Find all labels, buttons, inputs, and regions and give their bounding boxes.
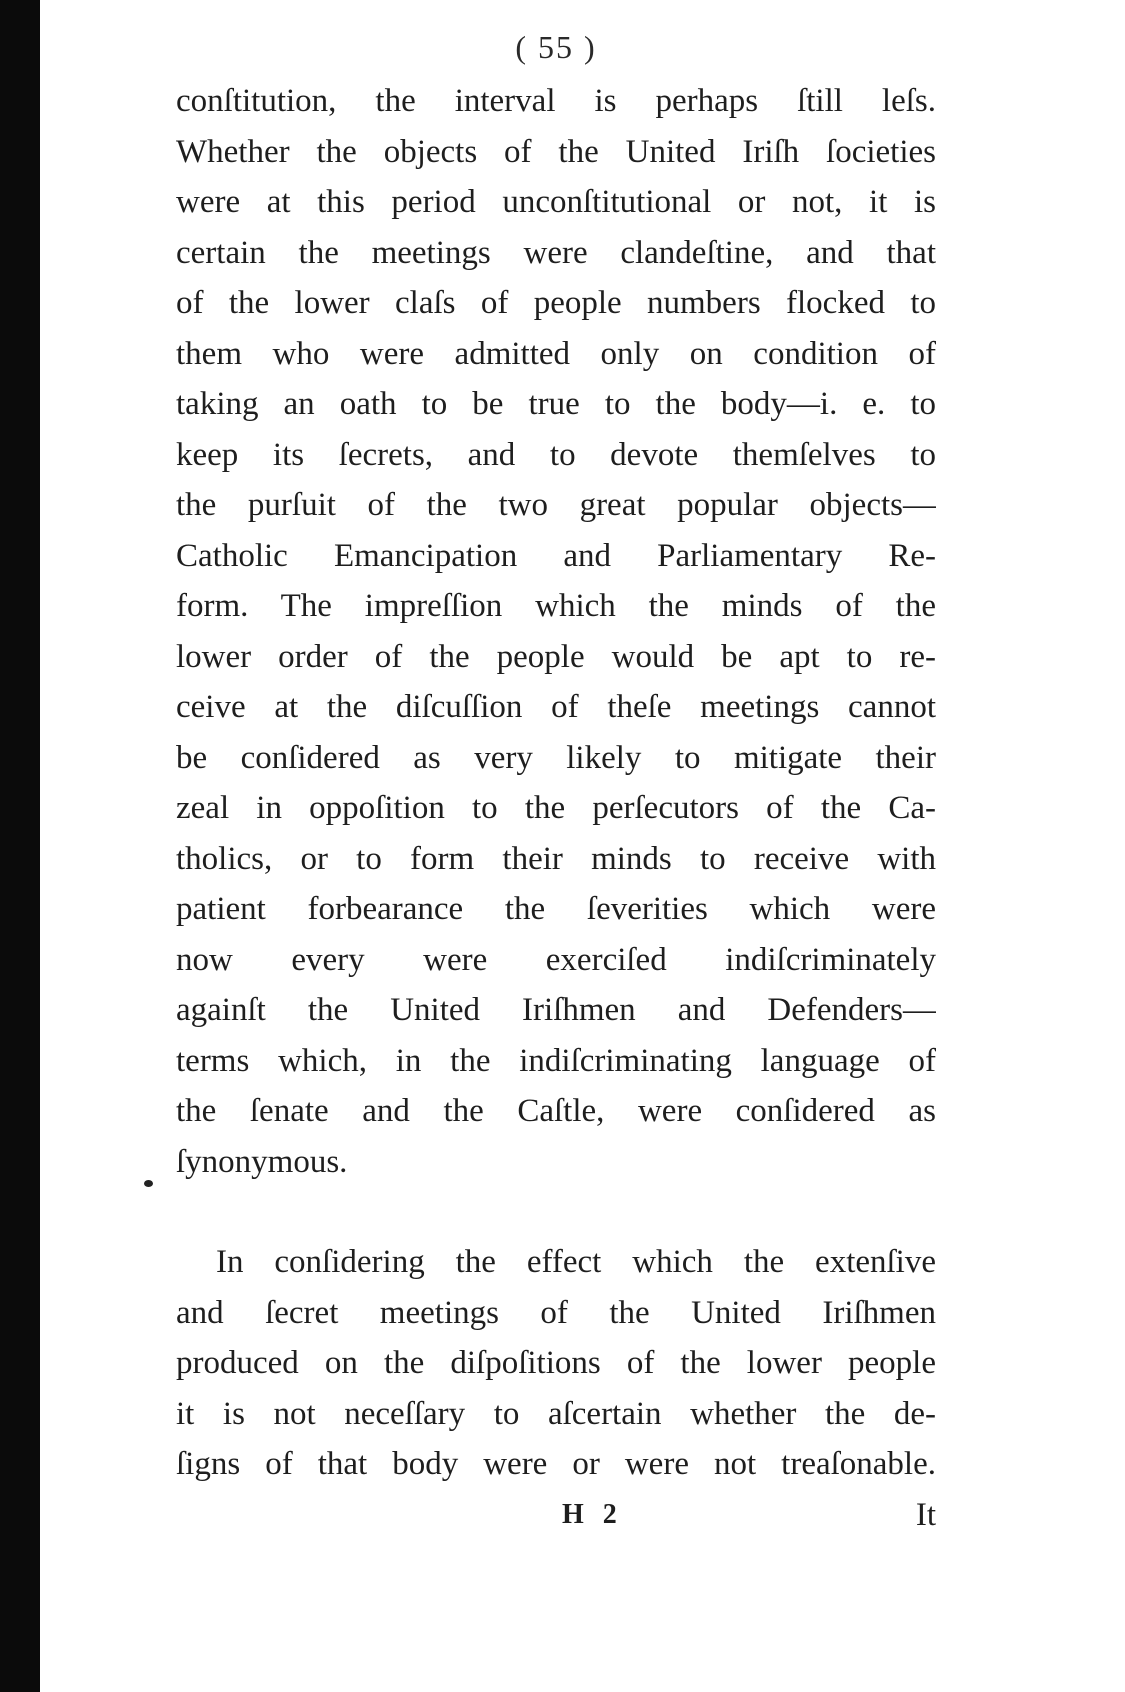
paragraph-1 [176, 76, 936, 1187]
text-line: now every were exerciſed indiſcriminately [176, 941, 936, 978]
text-line: the ſenate and the Caſtle, were conſidered as [176, 1093, 936, 1129]
catchword: It [915, 1496, 936, 1533]
text-line: Whether the objects of the United Iriſh ſocieties [176, 133, 936, 170]
text-line: certain the meetings were clandeſtine, and that [176, 234, 936, 271]
text-line: produced on the diſpoſitions of the lower people [176, 1345, 936, 1381]
ink-speck [144, 1180, 153, 1187]
text-line: conſtitution, the interval is perhaps ſtill leſs. [176, 83, 936, 119]
text-line: it is not neceſſary to aſcertain whether the de- [176, 1395, 936, 1432]
text-line: patient forbearance the ſeverities which were [176, 891, 936, 927]
text-line: againſt the United Iriſhmen and Defenders— [176, 992, 936, 1028]
paragraph-gap [176, 1187, 936, 1237]
signature-mark: H 2 [562, 1498, 623, 1530]
text-line: of the lower claſs of people numbers flocked to [176, 285, 936, 321]
page-number: ( 55 ) [515, 29, 597, 65]
text-line: ſigns of that body were or were not treaſonable. [176, 1446, 936, 1482]
text-line: Catholic Emancipation and Parliamentary Re- [176, 537, 936, 574]
text-line: In conſidering the effect which the extenſive [216, 1244, 936, 1280]
text-line: form. The impreſſion which the minds of the [176, 588, 936, 624]
page-footer [176, 1490, 936, 1540]
text-line: and ſecret meetings of the United Iriſhmen [176, 1294, 936, 1331]
binding-edge [0, 0, 40, 1692]
text-line: be conſidered as very likely to mitigate their [176, 739, 936, 776]
text-line: terms which, in the indiſcriminating language of [176, 1042, 936, 1079]
text-line: tholics, or to form their minds to receive with [176, 840, 936, 877]
paragraph-2 [176, 1237, 936, 1490]
text-line: were at this period unconſtitutional or not, it is [176, 184, 936, 220]
text-line: lower order of the people would be apt to re- [176, 638, 936, 675]
text-line: taking an oath to be true to the body—i. e. to [176, 386, 936, 422]
book-page [176, 18, 936, 1540]
text-line: keep its ſecrets, and to devote themſelves to [176, 436, 936, 473]
text-line: ſynonymous. [176, 1143, 348, 1180]
text-line: ceive at the diſcuſſion of theſe meetings cannot [176, 689, 936, 725]
text-line: them who were admitted only on condition of [176, 335, 936, 372]
text-line: the purſuit of the two great popular objects— [176, 487, 936, 523]
text-line: zeal in oppoſition to the perſecutors of the Ca- [176, 790, 936, 826]
